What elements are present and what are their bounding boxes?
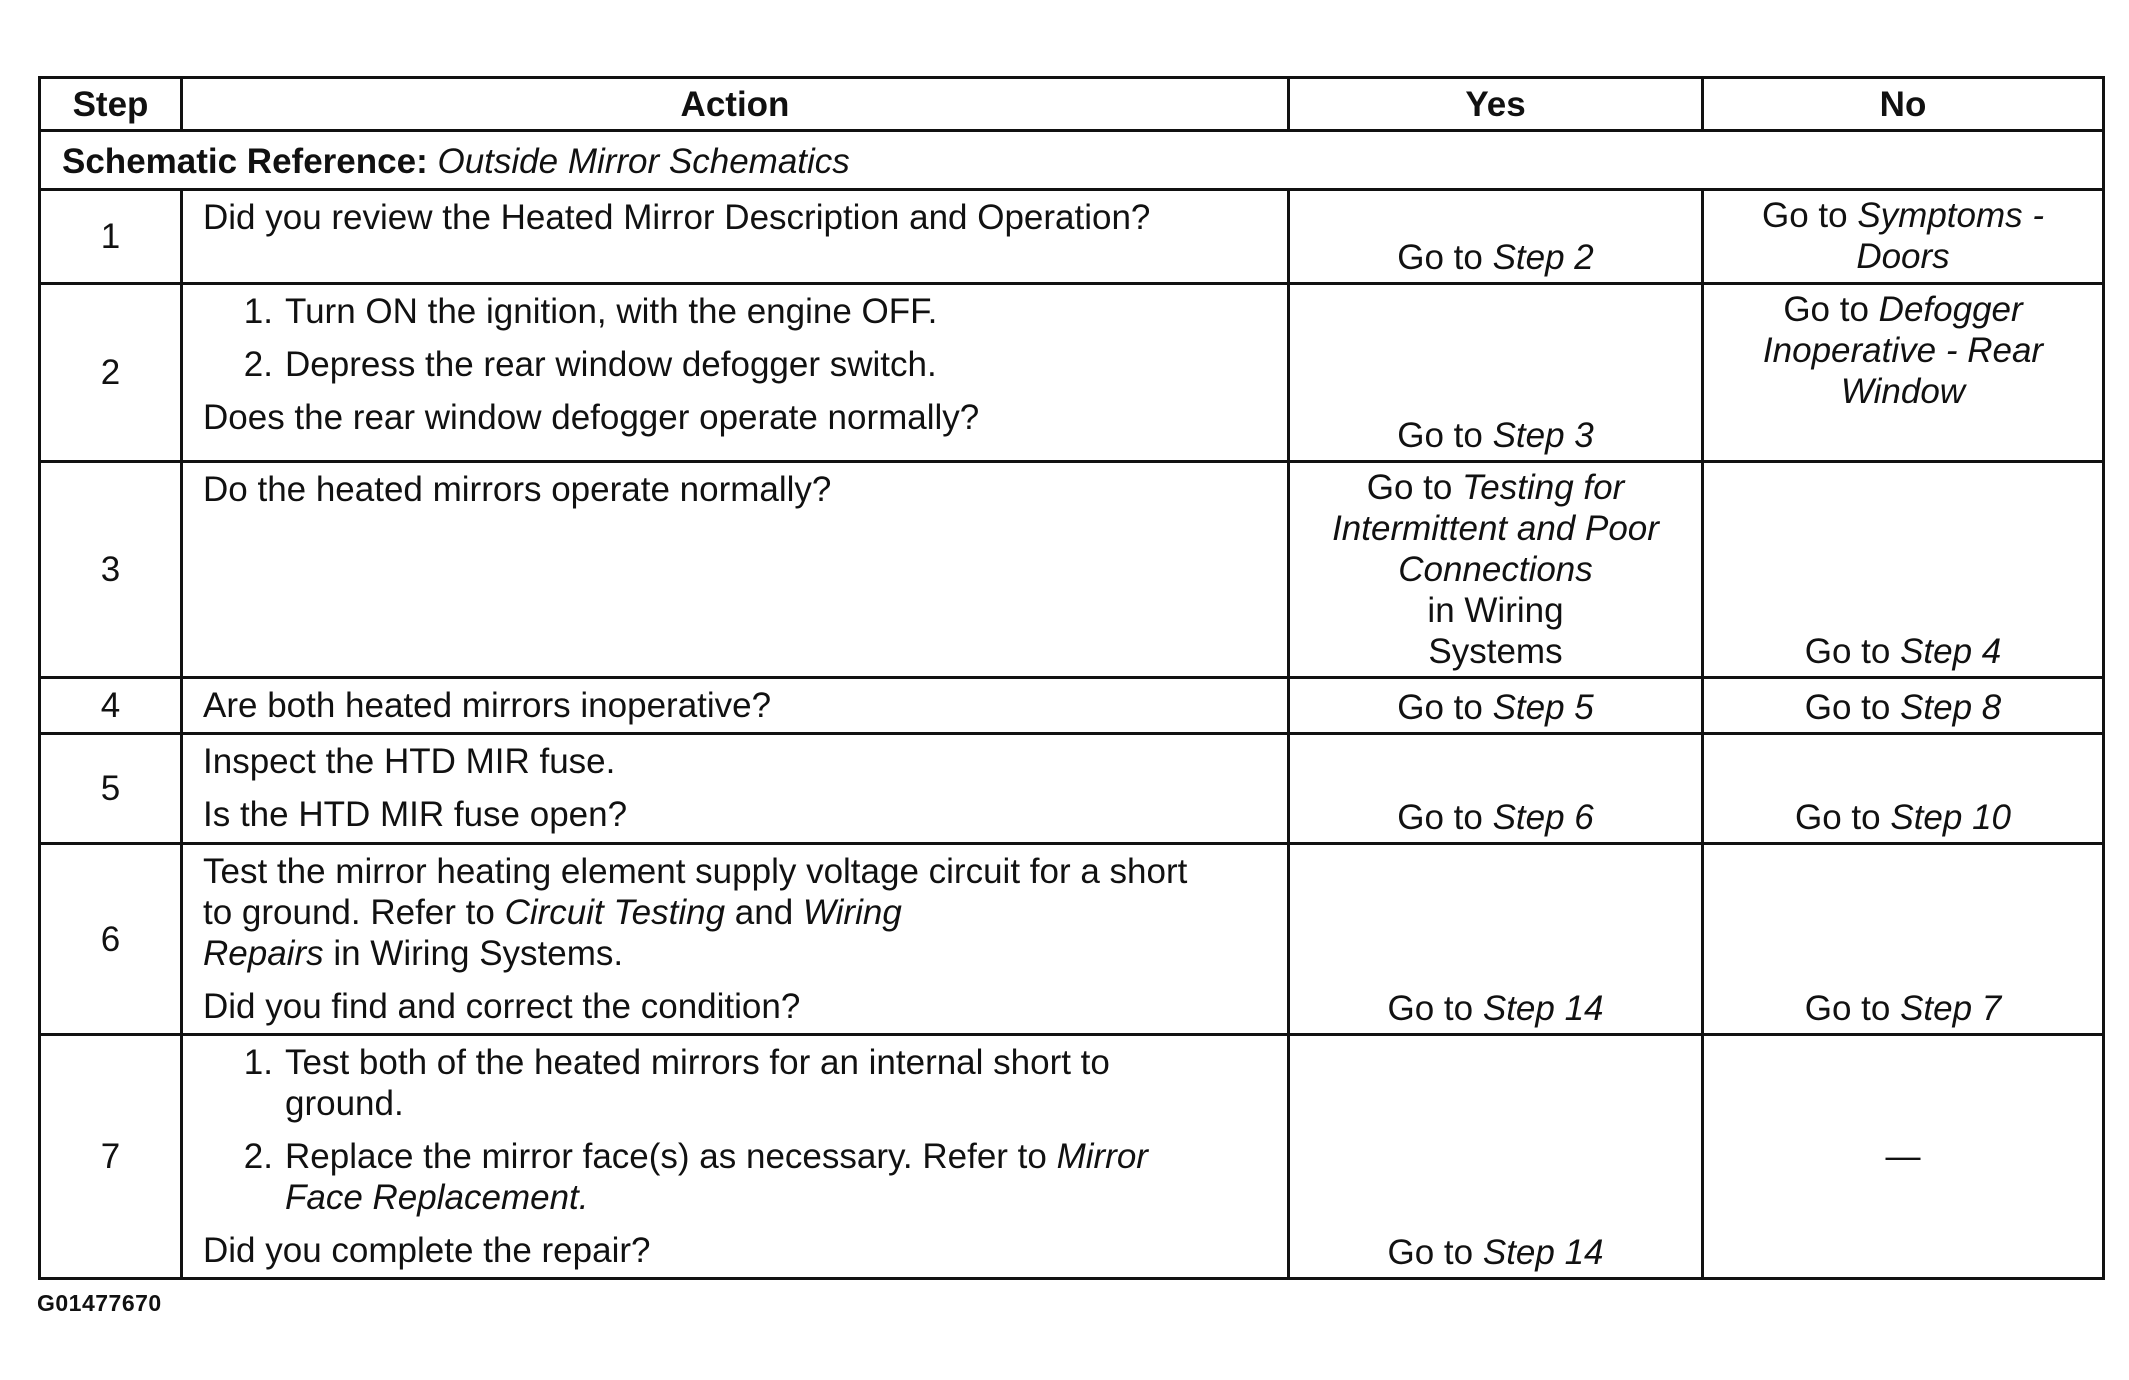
step-number: 6 [40,844,182,1035]
action-text: Are both heated mirrors inoperative? [203,686,772,725]
table-row [40,1035,2104,1279]
action-list [203,291,1277,385]
table-row [40,678,2104,734]
yes-text: Systems [1428,632,1563,671]
action-cell [182,190,1289,284]
list-item: 2. Replace the mirror face(s) as necessary. Refer to Mirror Face Replacement. [243,1137,1148,1217]
go-to-text: Go to [1397,238,1483,277]
action-text: Test the mirror heating element supply voltage circuit for a short [203,852,1188,891]
wiring-repairs-link[interactable]: Wiring [802,893,902,932]
go-to-text: Go to [1397,798,1483,837]
yes-link[interactable]: Step 5 [1492,688,1594,727]
schematic-reference-label: Schematic Reference: [62,141,428,181]
yes-cell [1289,284,1703,462]
no-cell [1703,844,2104,1035]
no-link[interactable]: Step 8 [1900,688,2002,727]
circuit-testing-link[interactable]: Circuit Testing [504,893,726,932]
go-to-text: Go to [1387,989,1474,1028]
no-link[interactable]: Step 7 [1900,989,2002,1028]
action-cell [182,1035,1289,1279]
yes-cell [1289,678,1703,734]
step-number: 1 [40,190,182,284]
table-row [40,844,2104,1035]
go-to-text: Go to [1397,688,1483,727]
schematic-reference [40,131,2104,190]
action-text: Did you review the Heated Mirror Description and Operation? [203,198,1151,237]
yes-cell [1289,462,1703,678]
list-item: 1. Test both of the heated mirrors for an internal short to ground. [243,1043,1110,1123]
schematic-reference-row [40,131,2104,190]
table-row [40,190,2104,284]
action-cell [182,678,1289,734]
go-to-text: Go to [1795,798,1881,837]
no-cell [1703,678,2104,734]
no-link[interactable]: Defogger [1878,290,2023,329]
action-cell [182,734,1289,844]
table-row [40,462,2104,678]
no-link[interactable]: Doors [1856,237,1950,276]
header-yes: Yes [1289,78,1703,131]
action-text: to ground. Refer to Circuit Testing and Wiring [203,893,902,932]
yes-link[interactable]: Step 14 [1482,989,1604,1028]
go-to-text: Go to [1366,468,1453,507]
header-row [40,78,2104,131]
no-dash: — [1885,1137,1921,1176]
list-item: 2. Depress the rear window defogger switch. [243,345,937,384]
schematic-reference-link[interactable]: Outside Mirror Schematics [437,141,850,181]
go-to-text: Go to [1804,989,1891,1028]
table-row [40,284,2104,462]
yes-link[interactable]: Step 14 [1482,1233,1604,1272]
yes-cell [1289,1035,1703,1279]
no-cell [1703,734,2104,844]
yes-link[interactable]: Step 2 [1492,238,1594,277]
action-cell [182,844,1289,1035]
no-link[interactable]: Window [1840,372,1966,411]
yes-link[interactable]: Connections [1398,550,1593,589]
step-number: 3 [40,462,182,678]
action-cell [182,284,1289,462]
step-number: 5 [40,734,182,844]
action-text: Do the heated mirrors operate normally? [203,470,832,509]
table-row [40,734,2104,844]
action-question: Does the rear window defogger operate normally? [203,398,980,437]
yes-cell [1289,190,1703,284]
header-no: No [1703,78,2104,131]
go-to-text: Go to [1387,1233,1474,1272]
action-question: Did you find and correct the condition? [203,987,801,1026]
step-number: 2 [40,284,182,462]
no-cell [1703,462,2104,678]
figure-code: G01477670 [37,1290,162,1316]
header-action: Action [182,78,1289,131]
go-to-text: Go to [1397,416,1483,455]
yes-cell [1289,844,1703,1035]
yes-link[interactable]: Intermittent and Poor [1332,509,1659,548]
no-cell [1703,190,2104,284]
yes-link[interactable]: Testing for [1462,468,1625,507]
go-to-text: Go to [1804,632,1891,671]
step-number: 4 [40,678,182,734]
no-link[interactable]: Inoperative - Rear [1762,331,2044,370]
header-step: Step [40,78,182,131]
no-link[interactable]: Symptoms - [1857,196,2045,235]
step-number: 7 [40,1035,182,1279]
action-list [203,1042,1277,1218]
action-text: Repairs in Wiring Systems. [203,934,624,973]
mirror-face-replacement-link[interactable]: Mirror [1056,1137,1148,1176]
action-text: Inspect the HTD MIR fuse. [203,742,616,781]
yes-cell [1289,734,1703,844]
go-to-text: Go to [1761,196,1848,235]
yes-link[interactable]: Step 3 [1492,416,1594,455]
yes-link[interactable]: Step 6 [1492,798,1594,837]
no-cell [1703,284,2104,462]
wiring-repairs-link[interactable]: Repairs [203,934,324,973]
go-to-text: Go to [1783,290,1869,329]
list-item: 1. Turn ON the ignition, with the engine OFF. [243,292,938,331]
mirror-face-replacement-link[interactable]: Face Replacement. [285,1178,589,1217]
no-link[interactable]: Step 10 [1890,798,2011,837]
no-cell [1703,1035,2104,1279]
diagnostic-table [38,76,2105,1280]
action-cell [182,462,1289,678]
yes-text: in Wiring [1427,591,1564,630]
action-question: Did you complete the repair? [203,1231,651,1270]
action-question: Is the HTD MIR fuse open? [203,795,628,834]
no-link[interactable]: Step 4 [1900,632,2002,671]
go-to-text: Go to [1804,688,1891,727]
